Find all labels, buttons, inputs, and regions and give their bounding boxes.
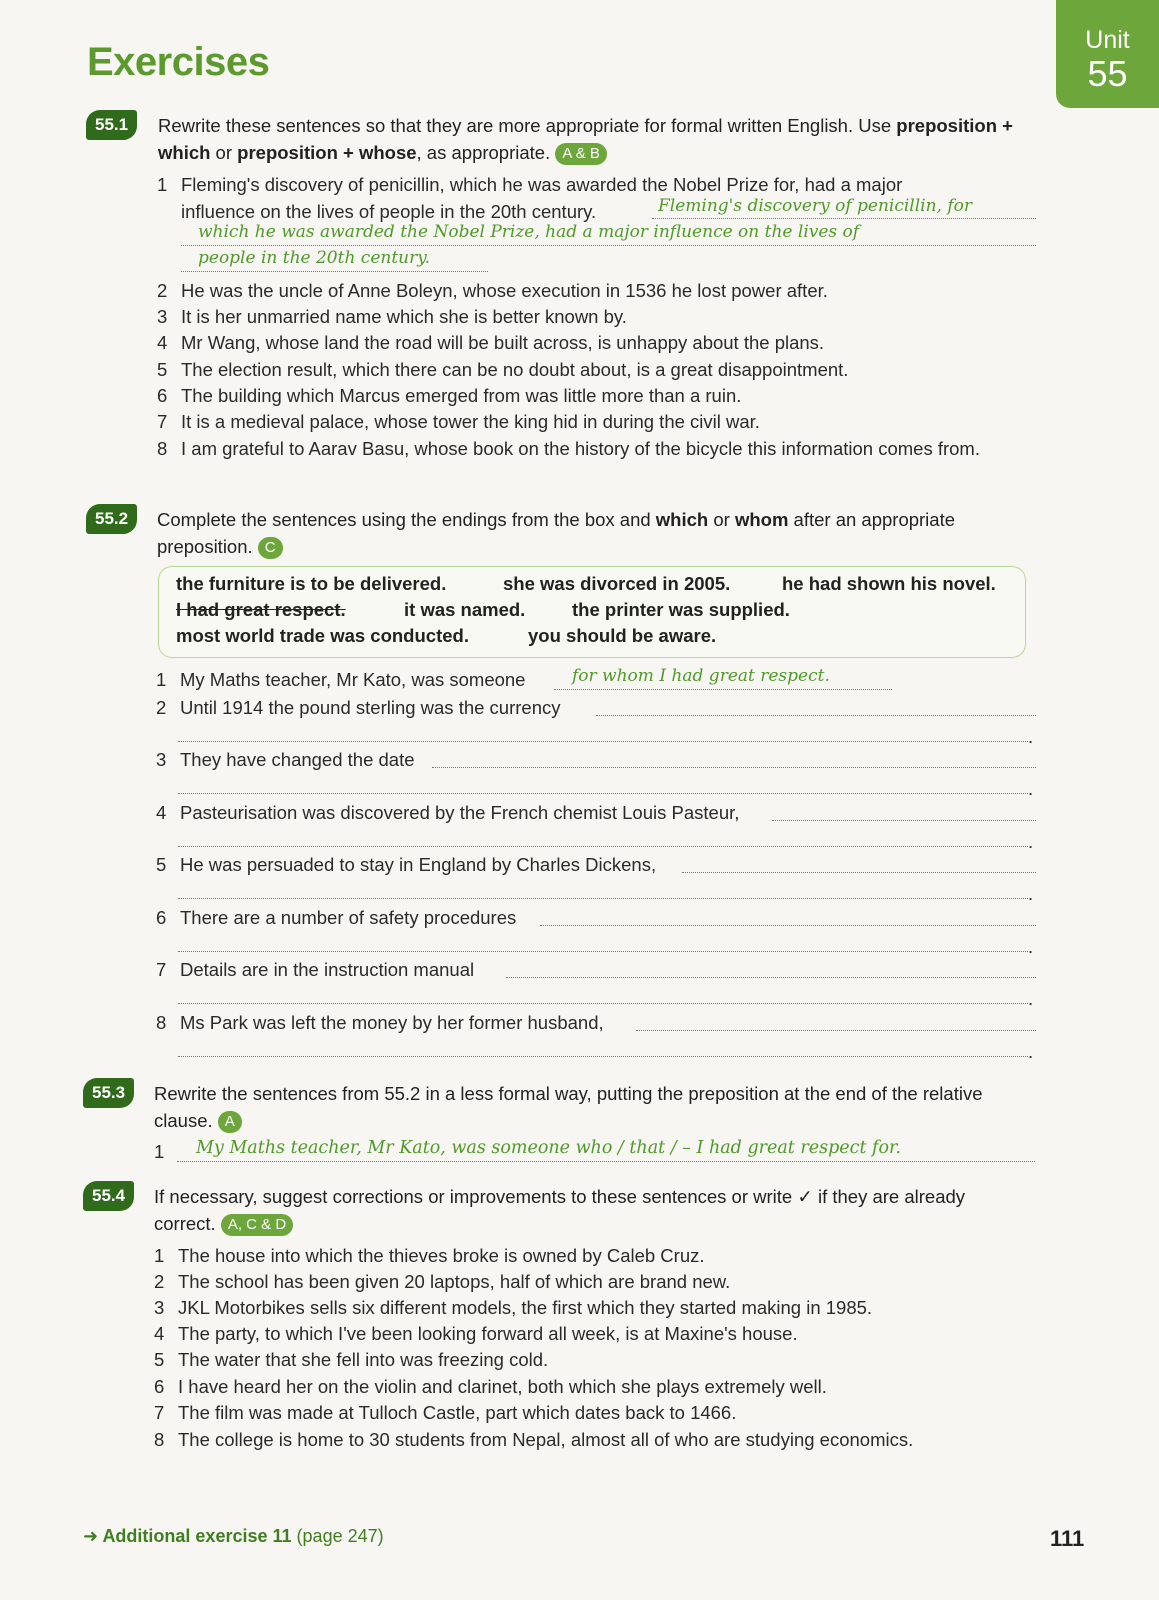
answer-line[interactable] — [652, 218, 1036, 219]
box-phrase-used: I had great respect. — [176, 599, 346, 620]
instruction-text: Rewrite the sentences from 55.2 in a less formal way, putting the preposition at the end of the relative clause. — [154, 1083, 983, 1131]
item-number: 8 — [154, 1429, 165, 1450]
item-text: The building which Marcus emerged from was little more than a ruin. — [181, 385, 742, 406]
answer-line[interactable] — [178, 898, 1028, 899]
box-phrase: she was divorced in 2005. — [503, 573, 731, 594]
instruction-keyword: whom — [734, 509, 789, 530]
answer-line[interactable] — [178, 846, 1028, 847]
item-number: 1 — [156, 669, 167, 690]
item-number: 8 — [157, 438, 168, 459]
item-number: 3 — [156, 749, 167, 770]
exercise-instruction — [157, 506, 1007, 560]
answer-line[interactable] — [178, 741, 1028, 742]
arrow-right-icon: ➜ — [83, 1526, 99, 1546]
period: . — [1028, 936, 1034, 957]
handwritten-answer: My Maths teacher, Mr Kato, was someone who / that / – I had great respect for. — [196, 1138, 902, 1158]
item-text: The house into which the thieves broke is owned by Caleb Cruz. — [178, 1245, 705, 1266]
instruction-text: , as appropriate. — [416, 142, 551, 163]
answer-line[interactable] — [506, 977, 1036, 978]
answer-line[interactable] — [636, 1030, 1036, 1031]
item-text: Until 1914 the pound sterling was the currency — [180, 697, 561, 718]
item-text: It is her unmarried name which she is better known by. — [181, 306, 627, 327]
item-number: 7 — [156, 959, 167, 980]
item-number: 2 — [157, 280, 168, 301]
item-text: I am grateful to Aarav Basu, whose book on the history of the bicycle this information comes from. — [181, 438, 980, 459]
item-text: Fleming's discovery of penicillin, which he was awarded the Nobel Prize for, had a major influence on the lives of people in the 20th century. — [181, 174, 903, 222]
item-text: It is a medieval palace, whose tower the king hid in during the civil war. — [181, 411, 760, 432]
answer-line[interactable] — [178, 1056, 1028, 1057]
instruction-keyword: which — [655, 509, 709, 530]
item-number: 7 — [154, 1402, 165, 1423]
item-text: Pasteurisation was discovered by the French chemist Louis Pasteur, — [180, 802, 740, 823]
item-text: Mr Wang, whose land the road will be built across, is unhappy about the plans. — [181, 332, 825, 353]
answer-line[interactable] — [177, 1161, 1035, 1162]
item-text: The election result, which there can be no doubt about, is a great disappointment. — [181, 359, 849, 380]
item-number: 5 — [154, 1349, 165, 1370]
item-number: 5 — [156, 854, 167, 875]
exercise-instruction — [154, 1183, 1024, 1237]
item-number: 6 — [157, 385, 168, 406]
item-number: 6 — [154, 1376, 165, 1397]
exercise-badge: 55.2 — [86, 504, 137, 534]
instruction-keyword: preposition + whose — [237, 142, 417, 163]
word-box — [158, 566, 1026, 658]
handwritten-answer: for whom I had great respect. — [572, 666, 830, 686]
item-number: 3 — [154, 1297, 165, 1318]
instruction-text: Complete the sentences using the endings from the box and — [157, 509, 656, 530]
answer-line[interactable] — [178, 951, 1028, 952]
reference-badge: C — [258, 537, 283, 559]
unit-number: 55 — [1087, 53, 1128, 94]
item-text: My Maths teacher, Mr Kato, was someone — [180, 669, 526, 690]
unit-tab — [1056, 0, 1159, 108]
item-number: 6 — [156, 907, 167, 928]
period: . — [1028, 883, 1034, 904]
answer-line[interactable] — [181, 245, 1036, 246]
box-phrase: he had shown his novel. — [782, 573, 996, 594]
period: . — [1028, 831, 1034, 852]
instruction-text: Rewrite these sentences so that they are more appropriate for formal written English. Use — [158, 115, 897, 136]
answer-line[interactable] — [554, 689, 892, 690]
instruction-keyword: preposition + which — [158, 115, 1013, 163]
instruction-text: or — [210, 142, 238, 163]
reference-badge: A & B — [555, 143, 607, 165]
item-number: 1 — [154, 1141, 165, 1162]
item-number: 8 — [156, 1012, 167, 1033]
page-number: 111 — [1050, 1526, 1085, 1551]
handwritten-answer: Fleming's discovery of penicillin, for — [658, 196, 973, 216]
exercise-instruction — [158, 112, 1018, 166]
period: . — [1028, 1041, 1034, 1062]
additional-exercise-link[interactable] — [83, 1526, 384, 1547]
instruction-text: after an appropriate preposition. — [157, 509, 956, 557]
answer-line[interactable] — [181, 271, 488, 272]
item-text: The party, to which I've been looking forward all week, is at Maxine's house. — [178, 1323, 798, 1344]
item-text: Details are in the instruction manual — [180, 959, 475, 980]
answer-line[interactable] — [682, 872, 1036, 873]
answer-line[interactable] — [432, 767, 1036, 768]
item-number: 4 — [157, 332, 168, 353]
item-text: There are a number of safety procedures — [180, 907, 517, 928]
item-number: 4 — [156, 802, 167, 823]
item-text: The college is home to 30 students from Nepal, almost all of who are studying economics. — [178, 1429, 914, 1450]
period: . — [1028, 778, 1034, 799]
answer-line[interactable] — [772, 820, 1036, 821]
reference-badge: A — [218, 1111, 242, 1133]
item-text: He was persuaded to stay in England by Charles Dickens, — [180, 854, 657, 875]
item-number: 1 — [157, 174, 168, 195]
item-text: I have heard her on the violin and clarinet, both which she plays extremely well. — [178, 1376, 827, 1397]
item-number: 2 — [156, 697, 167, 718]
instruction-text: or — [708, 509, 735, 530]
item-number: 5 — [157, 359, 168, 380]
answer-line[interactable] — [540, 925, 1036, 926]
period: . — [1028, 726, 1034, 747]
item-number: 7 — [157, 411, 168, 432]
box-phrase: you should be aware. — [528, 625, 717, 646]
exercise-badge: 55.1 — [86, 110, 137, 140]
page-title: Exercises — [87, 40, 270, 84]
item-text: The film was made at Tulloch Castle, part which dates back to 1466. — [178, 1402, 737, 1423]
exercise-instruction — [154, 1080, 1024, 1134]
box-phrase: most world trade was conducted. — [176, 625, 469, 646]
box-phrase: the printer was supplied. — [572, 599, 790, 620]
answer-line[interactable] — [178, 1003, 1028, 1004]
list-item — [157, 435, 1017, 489]
unit-label: Unit — [1085, 26, 1130, 54]
answer-line[interactable] — [596, 715, 1036, 716]
answer-line[interactable] — [178, 793, 1028, 794]
box-phrase: the furniture is to be delivered. — [176, 573, 447, 594]
box-phrase: it was named. — [404, 599, 526, 620]
item-text: They have changed the date — [180, 749, 415, 770]
item-text: Ms Park was left the money by her former husband, — [180, 1012, 604, 1033]
exercise-badge: 55.3 — [83, 1078, 134, 1108]
item-text: The water that she fell into was freezing cold. — [178, 1349, 549, 1370]
reference-badge: A, C & D — [221, 1214, 293, 1236]
exercise-badge: 55.4 — [83, 1181, 134, 1211]
item-number: 4 — [154, 1323, 165, 1344]
item-text: JKL Motorbikes sells six different models, the first which they started making in 1985. — [178, 1297, 873, 1318]
item-number: 3 — [157, 306, 168, 327]
item-text: The school has been given 20 laptops, half of which are brand new. — [178, 1271, 731, 1292]
handwritten-answer: which he was awarded the Nobel Prize, had a major influence on the lives of — [198, 222, 860, 242]
link-text: Additional exercise 11 — [102, 1526, 292, 1546]
period: . — [1028, 988, 1034, 1009]
item-number: 1 — [154, 1245, 165, 1266]
instruction-text: If necessary, suggest corrections or improvements to these sentences or write ✓ if they are already correct. — [154, 1186, 966, 1234]
page-reference: (page 247) — [296, 1526, 384, 1546]
item-number: 2 — [154, 1271, 165, 1292]
item-text: He was the uncle of Anne Boleyn, whose execution in 1536 he lost power after. — [181, 280, 828, 301]
handwritten-answer: people in the 20th century. — [198, 248, 430, 268]
